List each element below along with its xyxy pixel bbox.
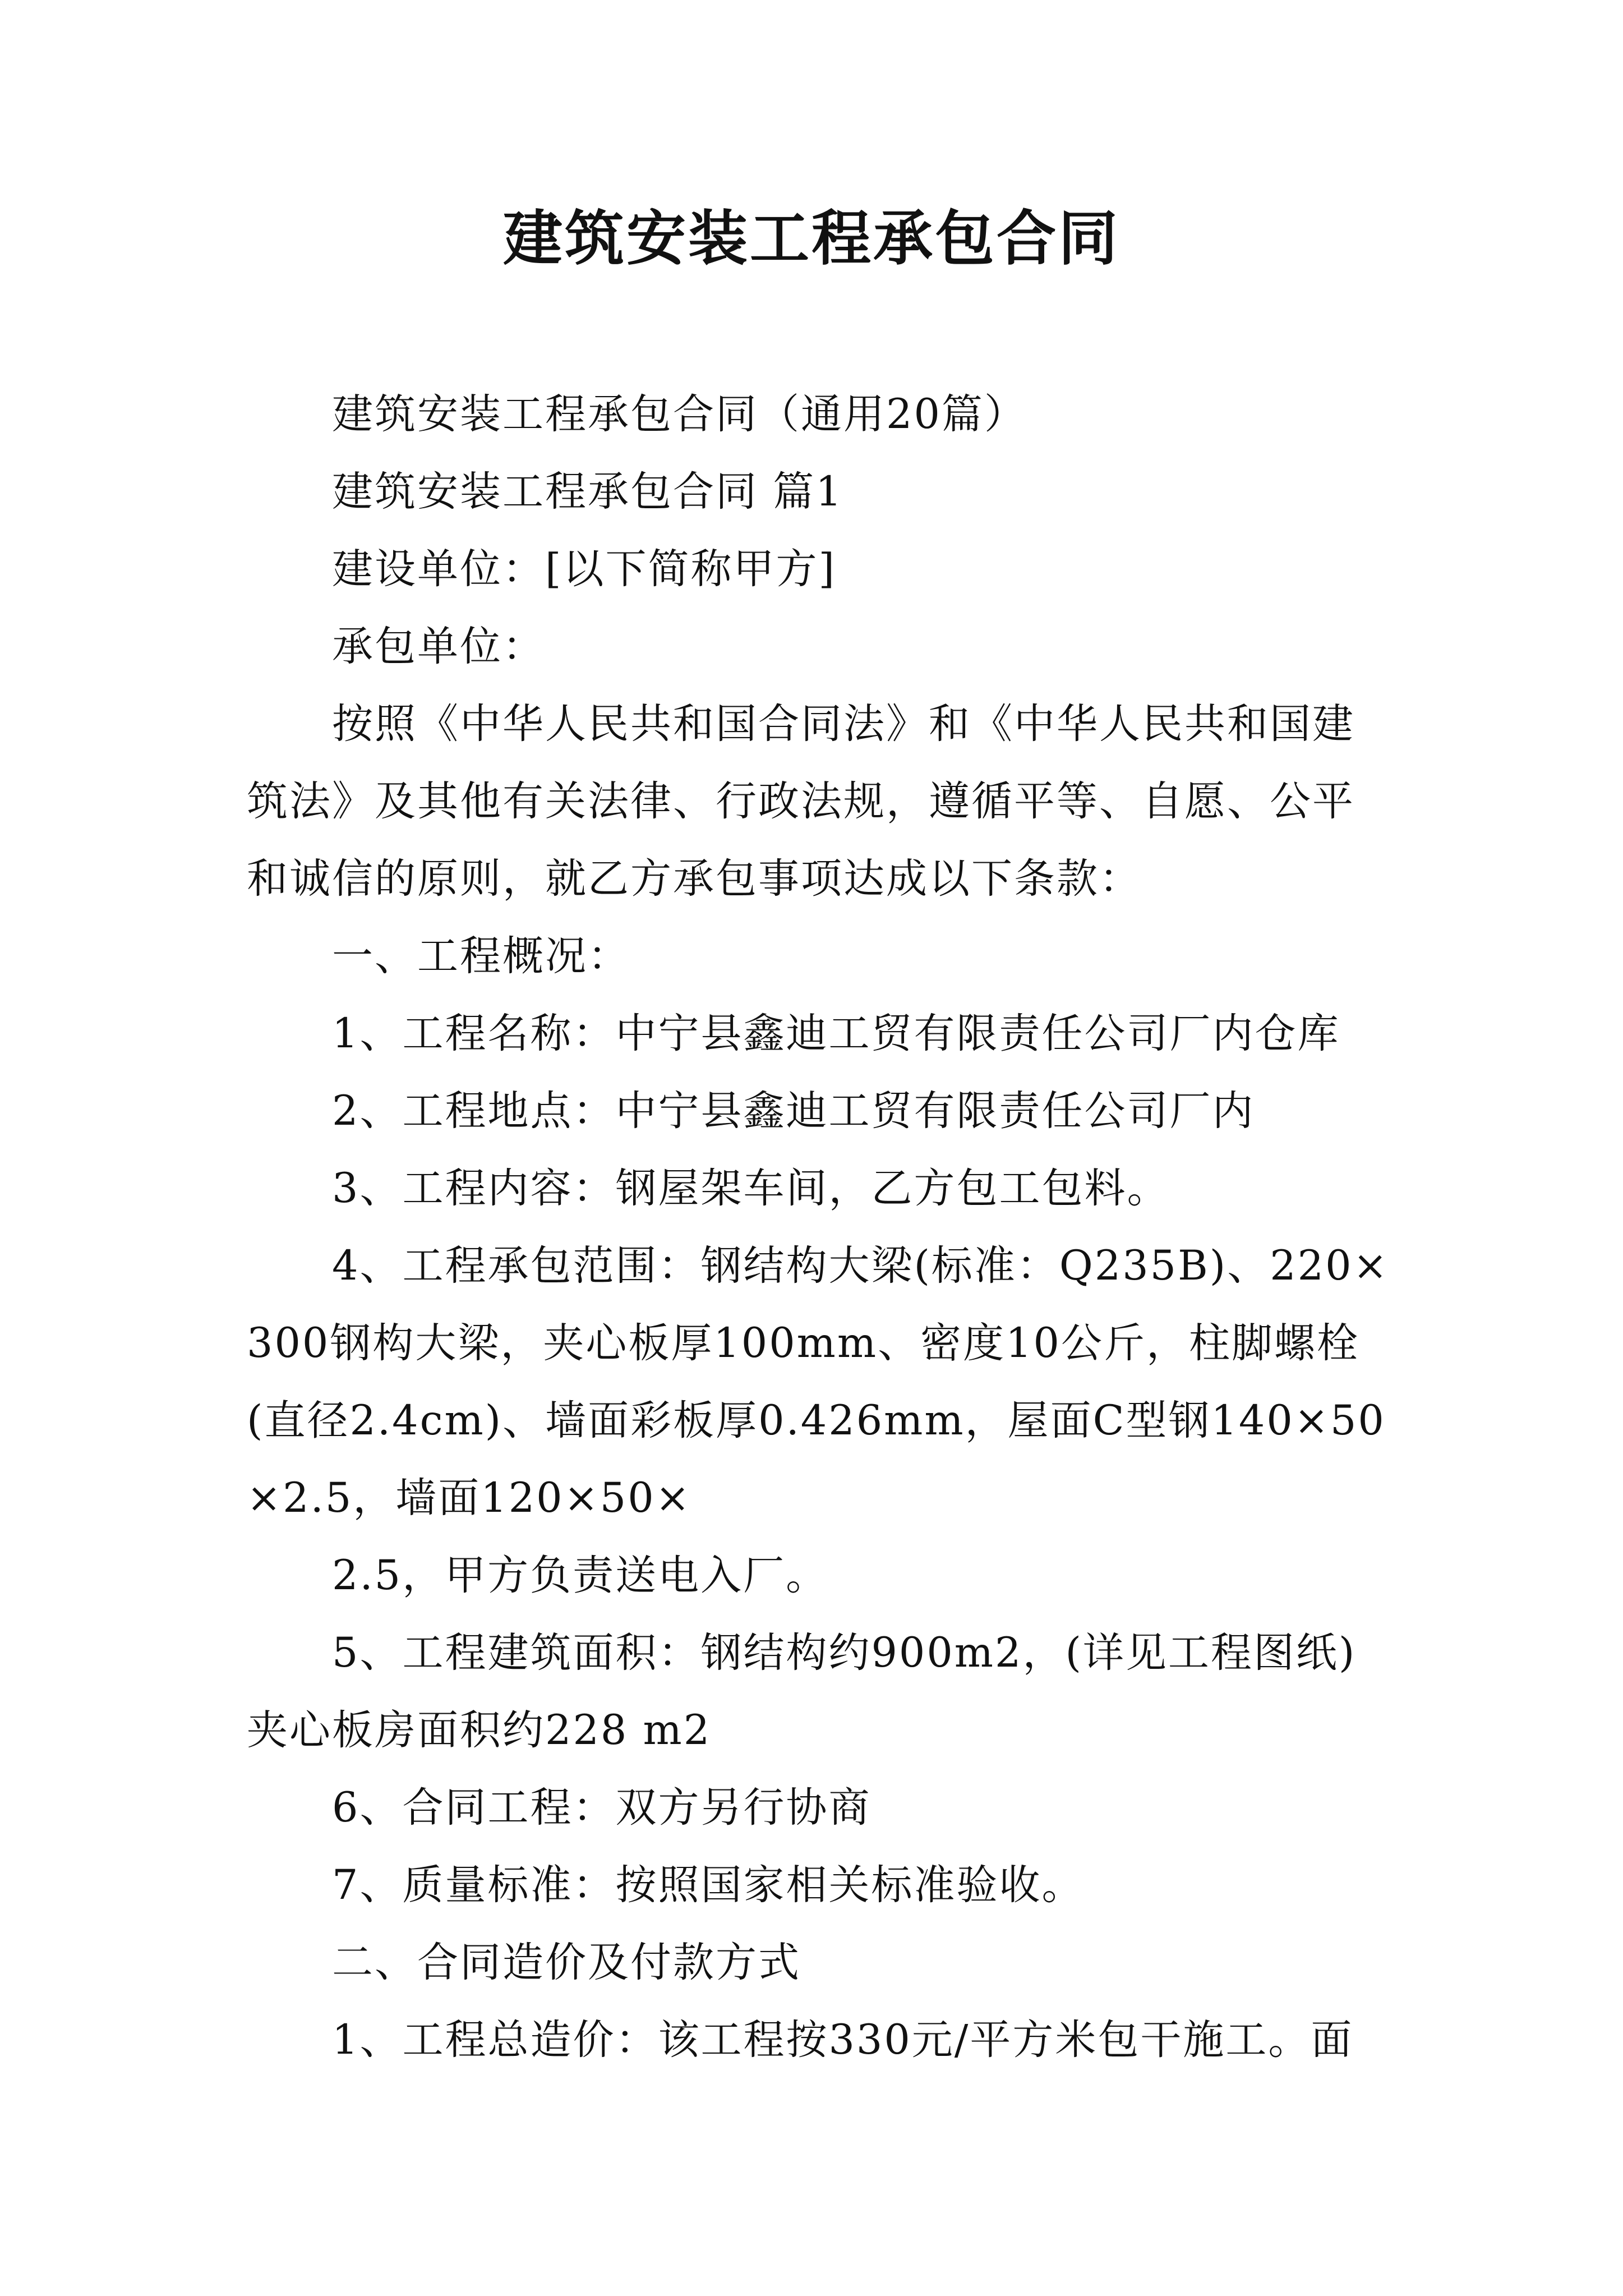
paragraph-party-a: 建设单位：[以下简称甲方]: [332, 545, 836, 593]
document-title: 建筑安装工程承包合同: [503, 203, 1120, 273]
paragraph-project-scope: 4、工程承包范围：钢结构大梁(标准：Q235B)、220×300钢构大梁，夹心板厚100mm、密度10公斤，柱脚螺栓(直径2.4cm)、墙面彩板厚0.426mm，屋面C型钢140×50×2.5，墙面120×50×: [247, 1242, 1389, 1522]
paragraph-building-area: 5、工程建筑面积：钢结构约900m2，(详见工程图纸)夹心板房面积约228 m2: [247, 1629, 1357, 1754]
paragraph-quality-standard: 7、质量标准：按照国家相关标准验收。: [332, 1861, 1085, 1909]
document-body: [247, 376, 1391, 2079]
paragraph-power-supply: 2.5，甲方负责送电入厂。: [332, 1552, 829, 1599]
paragraph-party-b: 承包单位：: [332, 623, 545, 670]
paragraph-heading-price: 二、合同造价及付款方式: [332, 1939, 801, 1986]
paragraph-project-content: 3、工程内容：钢屋架车间，乙方包工包料。: [332, 1165, 1170, 1212]
paragraph-project-location: 2、工程地点：中宁县鑫迪工贸有限责任公司厂内: [332, 1087, 1255, 1135]
paragraph-project-name: 1、工程名称：中宁县鑫迪工贸有限责任公司厂内仓库: [332, 1010, 1340, 1057]
paragraph-section-heading: 建筑安装工程承包合同 篇1: [332, 468, 843, 516]
paragraph-subtitle: 建筑安装工程承包合同（通用20篇）: [332, 390, 1027, 438]
paragraph-contract-work: 6、合同工程：双方另行协商: [332, 1784, 872, 1832]
paragraph-heading-overview: 一、工程概况：: [332, 932, 630, 980]
paragraph-total-price: 1、工程总造价：该工程按330元/平方米包干施工。面: [332, 2016, 1354, 2064]
paragraph-preamble: 按照《中华人民共和国合同法》和《中华人民共和国建筑法》及其他有关法律、行政法规，遵循平等、自愿、公平和诚信的原则，就乙方承包事项达成以下条款：: [247, 700, 1355, 903]
